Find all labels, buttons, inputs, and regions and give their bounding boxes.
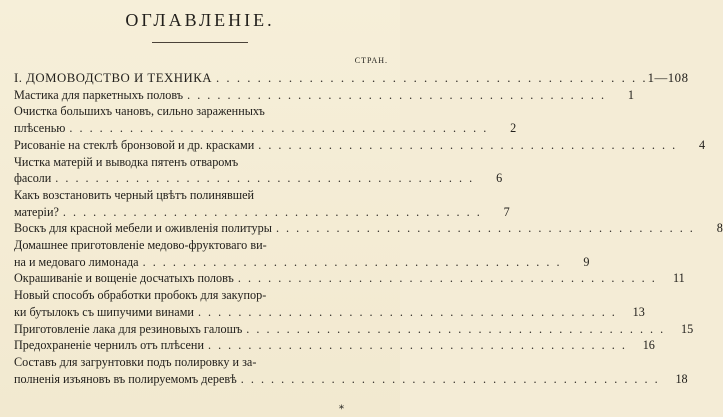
toc-entry-text: Новый способъ обработки пробокъ для закупор- xyxy=(14,288,267,303)
toc-entry-text: Воскъ для красной мебели и оживленія политуры xyxy=(14,221,272,236)
toc-entry-text: фасоли xyxy=(14,171,52,186)
leader-dots: . . . . . . . . . . . . . . . . . . . . . . . . . . . . . . . . . . . . . . . . . . xyxy=(142,254,562,269)
toc-entry xyxy=(14,354,688,387)
toc-entry-text: Очистка большихъ чановъ, сильно зараженныхъ xyxy=(14,104,265,119)
toc-page-number: 15 xyxy=(680,321,694,336)
page-title: ОГЛАВЛЕНІЕ. xyxy=(125,10,275,30)
toc-entry-text: Приготовленіе лака для резиновыхъ галошъ xyxy=(14,321,243,336)
toc-entry-text: ки бутылокъ съ шипучими винами xyxy=(14,304,194,319)
toc-entry-text: Рисованіе на стеклѣ бронзовой и др. красками xyxy=(14,137,255,152)
toc-entry-text: Мастика для паркетныхъ половъ xyxy=(14,87,184,102)
toc-entry xyxy=(14,220,723,237)
toc-entry xyxy=(14,137,706,154)
toc-entry-row xyxy=(14,137,706,154)
toc-entry-row xyxy=(14,254,590,271)
toc-entry-text: Чистка матерій и выводка пятенъ отваромъ xyxy=(14,154,239,169)
toc-entry-text: Какъ возстановить черный цвѣтъ полинявшей xyxy=(14,187,255,202)
toc-entry xyxy=(14,154,503,187)
page-column-header: СТРАН. xyxy=(354,56,388,65)
leader-dots: . . . . . . . . . . . . . . . . . . . . . . . . . . . . . . . . . . . . . . . . . . xyxy=(69,121,489,136)
toc-page-number: 9 xyxy=(583,254,590,269)
leader-dots: . . . . . . . . . . . . . . . . . . . . . . . . . . . . . . . . . . . . . . . . . . xyxy=(187,87,606,102)
toc-entry xyxy=(14,103,517,136)
toc-page-number: 7 xyxy=(503,204,510,219)
toc-entry xyxy=(14,237,590,270)
leader-dots: . . . . . . . . . . . . . . . . . . . . . . . . . . . . . . . . . . . . . . . . . . xyxy=(240,371,660,386)
toc-entry-row xyxy=(14,70,689,87)
toc-entry xyxy=(14,321,694,338)
toc-entry xyxy=(14,287,645,320)
toc-entry-text: на и медоваго лимонада xyxy=(14,254,139,269)
leader-dots: . . . . . . . . . . . . . . . . . . . . . . . . . . . . . . . . . . . . . . . . . . xyxy=(62,204,482,219)
title-rule xyxy=(152,42,248,43)
toc-entry-row xyxy=(14,371,688,388)
toc-entry xyxy=(14,337,655,354)
toc-entry-text: Окрашиваніе и вощеніе досчатыхъ половъ xyxy=(14,271,234,286)
toc-entry-row xyxy=(14,87,634,104)
toc-entry-text: плѣсенью xyxy=(14,121,66,136)
table-of-contents xyxy=(14,70,723,387)
toc-entry-row xyxy=(14,304,645,321)
leader-dots: . . . . . . . . . . . . . . . . . . . . . . . . . . . . . . . . . . . . . . . . . . xyxy=(197,304,617,319)
toc-section xyxy=(14,70,689,87)
toc-entry-row xyxy=(14,337,655,354)
toc-page-number: 8 xyxy=(716,221,723,236)
toc-entry-text: Составъ для загрунтовки подъ полировку и за- xyxy=(14,354,257,369)
toc-entry xyxy=(14,187,510,220)
toc-entry xyxy=(14,87,634,104)
leader-dots: . . . . . . . . . . . . . . . . . . . . . . . . . . . . . . . . . . . . . . . . . . xyxy=(246,321,666,336)
leader-dots: . . . . . . . . . . . . . . . . . . . . . . . . . . . . . . . . . . . . . . . . . . xyxy=(258,137,678,152)
toc-entry-row xyxy=(14,321,694,338)
toc-page-number: 4 xyxy=(699,137,706,152)
footer-mark: * xyxy=(339,404,344,415)
leader-dots: . . . . . . . . . . . . . . . . . . . . . . . . . . . . . . . . . . . . . . . . . . xyxy=(275,221,695,236)
toc-entry-text: Предохраненіе чернилъ отъ плѣсени xyxy=(14,338,204,353)
leader-dots: . . . . . . . . . . . . . . . . . . . . . . . . . . . . . . . . . . . . . . . . . . xyxy=(207,338,627,353)
toc-page-number: 16 xyxy=(642,338,655,353)
toc-entry-text: полненія изъяновъ въ полируемомъ деревѣ xyxy=(14,371,237,386)
leader-dots: . . . . . . . . . . . . . . . . . . . . . . . . . . . . . . . . . . . . . . . . . . xyxy=(55,171,475,186)
toc-page-number: 6 xyxy=(496,171,503,186)
toc-page-number: 1 xyxy=(627,87,634,102)
toc-entry-row xyxy=(14,220,723,237)
toc-page-number: 13 xyxy=(632,304,645,319)
toc-entry-row xyxy=(14,120,517,137)
toc-entry-text: I. ДОМОВОДСТВО И ТЕХНИКА xyxy=(14,71,213,85)
toc-entry-text: матеріи? xyxy=(14,204,59,219)
toc-page-number: 18 xyxy=(675,371,688,386)
toc-entry xyxy=(14,270,685,287)
toc-entry-row xyxy=(14,170,503,187)
leader-dots: . . . . . . . . . . . . . . . . . . . . . . . . . . . . . . . . . . . . . . . . . . xyxy=(216,71,648,85)
leader-dots: . . . . . . . . . . . . . . . . . . . . . . . . . . . . . . . . . . . . . . . . . . xyxy=(237,271,657,286)
toc-page-number: 2 xyxy=(510,121,517,136)
toc-page-number: 11 xyxy=(673,271,685,286)
toc-entry-row xyxy=(14,204,510,221)
toc-entry-text: Домашнее приготовленіе медово-фруктоваго ви- xyxy=(14,238,267,253)
toc-entry-row xyxy=(14,270,685,287)
toc-page-number: 1—108 xyxy=(647,71,689,85)
